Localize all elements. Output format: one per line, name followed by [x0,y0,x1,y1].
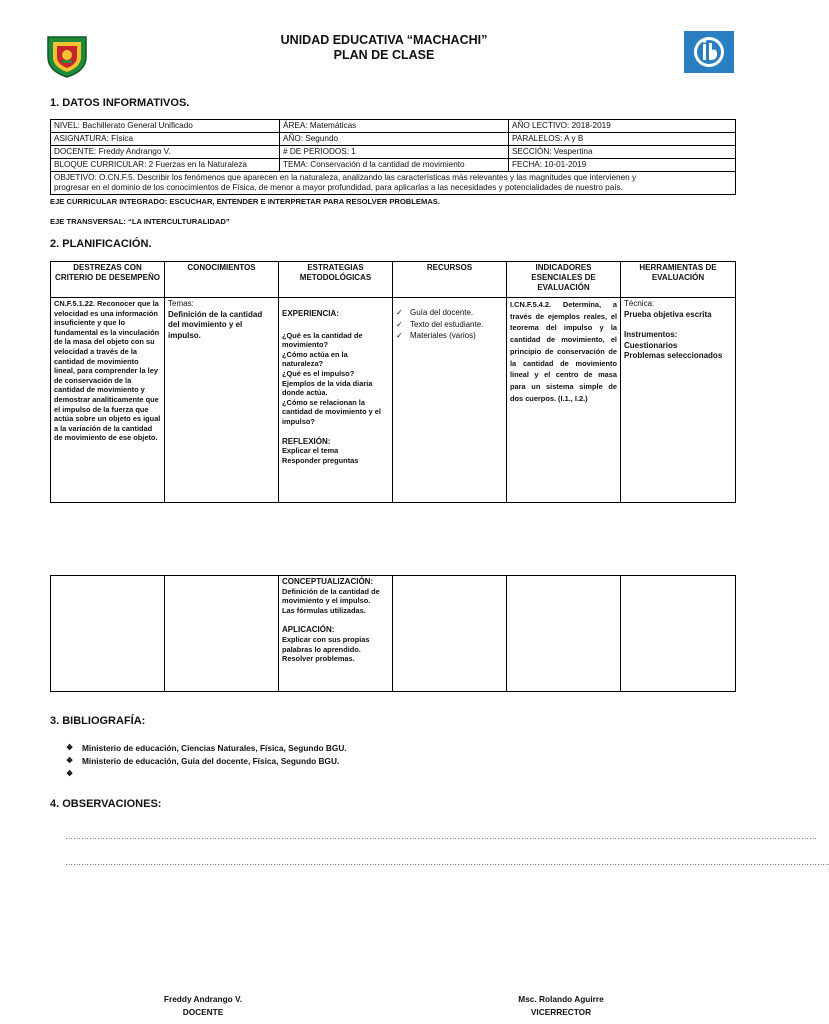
plan-instrumento-item: Cuestionarios [624,340,678,350]
info-objetivo [51,172,736,195]
plan-recursos [393,298,507,503]
diamond-bullet-icon: ❖ [66,769,74,778]
plan-instrumentos-label: Instrumentos: [624,330,678,339]
plan-instrumento-item: Problemas seleccionados [624,351,723,360]
plan-reflexion-label: REFLEXIÓN: [282,436,331,446]
section-datos-informativos: 1. DATOS INFORMATIVOS. [50,97,190,109]
document-title: PLAN DE CLASE [333,48,435,62]
plan2-destrezas [51,576,165,692]
plan-table [50,261,736,503]
plan-experiencia: ¿Qué es la cantidad de movimiento? ¿Cómo actúa en la naturaleza? ¿Qué es el impulso? Ejemplos de la vida diaria donde actúa. ¿Cómo se relacionan la cantidad de movimiento y el impulso? [282,330,381,426]
plan-reflexion: Explicar el tema Responder preguntas [282,446,359,465]
plan-herramientas [621,298,736,503]
info-docente: DOCENTE: Freddy Andrango V. [51,146,280,159]
section-bibliografia: 3. BIBLIOGRAFÍA: [50,715,146,727]
plan-conocimientos-label: Temas: [168,299,194,308]
plan-estrategias [279,298,393,503]
eje-integrado: EJE CURRICULAR INTEGRADO: ESCUCHAR, ENTENDER E INTERPRETAR PARA RESOLVER PROBLEMAS. [50,197,440,206]
eje-transversal: EJE TRANSVERSAL: “LA INTERCULTURALIDAD” [50,217,230,226]
plan-recursos-list [396,308,503,341]
plan2-conocimientos [165,576,279,692]
firma-vicerrector-cargo: VICERRECTOR [530,1007,592,1017]
info-asignatura: ASIGNATURA: Física [51,133,280,146]
plan-experiencia-label: EXPERIENCIA: [282,309,339,318]
bibliografia-item [66,769,347,780]
info-table [50,119,736,195]
firma-vicerrector-nombre: Msc. Rolando Aguirre [518,994,604,1004]
section-planificacion: 2. PLANIFICACIÓN. [50,238,152,250]
plan-tecnica: Prueba objetiva escrita [624,309,712,319]
info-paralelos: PARALELOS: A y B [509,133,736,146]
bibliografia-item [66,743,347,754]
diamond-bullet-icon: ❖ [66,756,74,765]
bibliografia-item [66,756,347,767]
info-objetivo-line1: OBJETIVO: O.CN.F.5. Describir los fenómenos que aparecen en la naturaleza, analizando las características más relevantes y las magnitudes que intervienen y [54,173,637,182]
bibliografia-text: Ministerio de educación, Ciencias Naturales, Física, Segundo BGU. [82,743,347,753]
plan2-recursos [393,576,507,692]
recurso-item: ✓ Materiales (varios) [396,331,503,341]
plan-header-estrategias: ESTRATEGIAS METODOLÓGICAS [279,262,393,298]
plan-table-continued [50,575,736,692]
info-anio: AÑO: Segundo [280,133,509,146]
info-objetivo-line2: progresar en el dominio de los conocimientos de Física, de menor a mayor profundidad, para aplicarlas a las necesidades y potencialidades de nuestro país. [54,183,623,192]
plan-indicadores: I.CN.F.5.4.2. Determina, a través de ejemplos reales, el teorema del impulso y la cantidad de movimiento, el principio de conservación de la cantidad de movimiento lineal y el centro de masa para un sistema simple de dos cuerpos. (I.1., I.2.) [507,298,621,503]
plan2-indicadores [507,576,621,692]
plan-header-herramientas: HERRAMIENTAS DE EVALUACIÓN [621,262,736,298]
diamond-bullet-icon: ❖ [66,743,74,752]
recurso-item: ✓ Texto del estudiante. [396,320,503,330]
bibliografia-list [66,743,347,782]
plan2-estrategias [279,576,393,692]
observaciones-line-2: …………………………………………………………………………………………………………………………………………………………………………………………………………………………………………………………….. [65,858,829,867]
plan-conocimientos-text: Definición de la cantidad del movimiento y el impulso. [168,309,263,340]
plan-header-conocimientos: CONOCIMIENTOS [165,262,279,298]
info-bloque: BLOQUE CURRICULAR: 2 Fuerzas en la Naturaleza [51,159,280,172]
plan2-herramientas [621,576,736,692]
school-name: UNIDAD EDUCATIVA “MACHACHI” [280,33,488,47]
info-anio-lectivo: AÑO LECTIVO: 2018-2019 [509,120,736,133]
plan-conocimientos [165,298,279,503]
info-tema: TEMA: Conservación d la cantidad de movimiento [280,159,509,172]
observaciones-line-1: ………………………………………………………………………………………………………………………………………………………………………………………………………………………………………………………… [65,832,817,841]
ib-logo [684,31,734,73]
plan-tecnica-label: Técnica: [624,299,655,308]
plan-aplicacion: Explicar con sus propias palabras lo aprendido. Resolver problemas. [282,634,370,664]
plan-header-indicadores: INDICADORES ESENCIALES DE EVALUACIÓN [507,262,621,298]
info-seccion: SECCIÓN: Vespertina [509,146,736,159]
plan-conceptualizacion-label: CONCEPTUALIZACIÓN: [282,577,374,586]
plan-header-recursos: RECURSOS [393,262,507,298]
plan-header-destrezas: DESTREZAS CON CRITERIO DE DESEMPEÑO [51,262,165,298]
plan-aplicacion-label: APLICACIÓN: [282,625,335,635]
info-fecha: FECHA: 10-01-2019 [509,159,736,172]
firma-docente-nombre: Freddy Andrango V. [163,994,243,1004]
plan-conceptualizacion: Definición de la cantidad de movimiento y el impulso. Las fórmulas utilizadas. [282,586,380,615]
firma-docente-cargo: DOCENTE [182,1007,224,1017]
bibliografia-text: Ministerio de educación, Guía del docente, Física, Segundo BGU. [82,756,340,766]
plan-destrezas: CN.F.5.1.22. Reconocer que la velocidad es una información insuficiente y que lo fundamental es la vinculación de la masa del objeto con su velocidad a través de la cantidad de movimiento lineal, para comprender la ley de conservación de la cantidad de movimiento y demostrar analíticamente que el impulso de la fuerza que actúa sobre un objeto es igual a la variación de la cantidad de movimiento de ese objeto. [51,298,165,503]
info-area: ÁREA: Matemáticas [280,120,509,133]
info-nivel: NIVEL: Bachillerato General Unificado [51,120,280,133]
recurso-item: ✓ Guía del docente. [396,308,503,318]
info-periodos: # DE PERIODOS: 1 [280,146,509,159]
section-observaciones: 4. OBSERVACIONES: [50,798,162,810]
